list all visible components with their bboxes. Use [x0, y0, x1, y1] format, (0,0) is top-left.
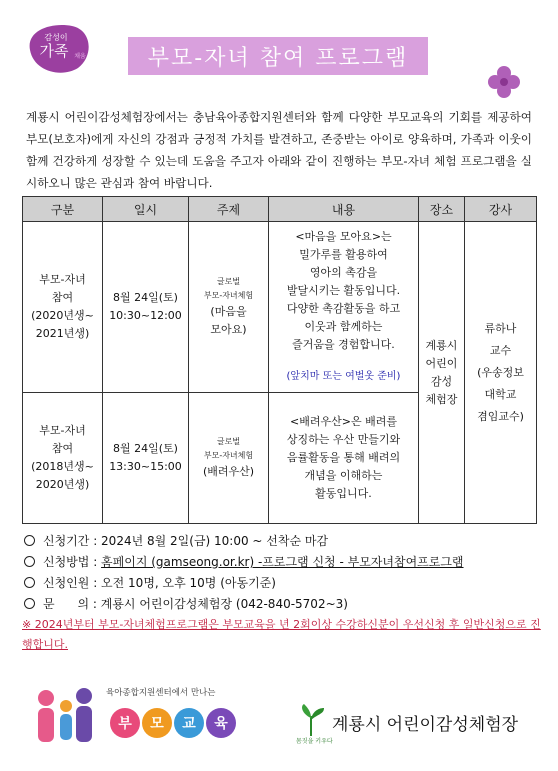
info-method: 신청방법 : 홈페이지 (gamseong.or.kr) -프로그램 신청 - 부모자녀참여프로그램 [22, 551, 542, 572]
info-capacity: 신청인원 : 오전 10명, 오후 10명 (아동기준) [22, 572, 542, 593]
header-place: 장소 [419, 197, 465, 222]
family-logo [22, 20, 96, 76]
row2-category: 부모-자녀 참여 (2018년생~ 2020년생) [23, 393, 103, 524]
page-title: 부모-자녀 참여 프로그램 [128, 37, 428, 75]
intro-paragraph: 계룡시 어린이감성체험장에서는 충남육아종합지원센터와 함께 다양한 부모교육의 기회를 제공하여 부모(보호자)에게 자신의 강점과 긍정적 가치를 발견하고, 존중받는 아이로 양육하며, 가족과 이웃이 함께 건강하게 성장할 수 있는데 도움을 주고자 아래와 같이 진행하는 부모-자녀 체험 프로그램을 실시하오니 많은 관심과 참여 바랍니다. [26, 110, 532, 190]
bubble-mo: 모 [142, 708, 172, 738]
header-category: 구분 [23, 197, 103, 222]
content-note: (앞치마 또는 여벌옷 준비) [286, 371, 401, 382]
row1-category: 부모-자녀 참여 (2020년생~ 2021년생) [23, 222, 103, 393]
bubble-yuk: 육 [206, 708, 236, 738]
circle-bullet-icon [24, 577, 35, 588]
priority-note: ※ 2024년부터 부모-자녀체험프로그램은 부모교육을 년 2회이상 수강하신분이 우선신청 후 일반신청으로 진행합니다. [22, 618, 541, 651]
instructor-cell: 류하나 교수 (우송정보 대학교 겸임교수) [465, 222, 537, 524]
row1-topic: 글로벌 부모-자녀체험 (마음을 모아요) [189, 222, 269, 393]
table-row [23, 222, 537, 393]
row2-content: <배려우산>은 배려를 상징하는 우산 만들기와 음률활동을 통해 배려의 개념을 이해하는 활동입니다. [269, 393, 419, 524]
logo-text-1: 감성이 [44, 33, 68, 42]
row1-datetime: 8월 24일(토) 10:30~12:00 [103, 222, 189, 393]
header-instructor: 강사 [465, 197, 537, 222]
header-topic: 주제 [189, 197, 269, 222]
header-datetime: 일시 [103, 197, 189, 222]
info-list [22, 530, 542, 614]
circle-bullet-icon [24, 598, 35, 609]
center-name: 계룡시 어린이감성체험장 [332, 715, 519, 735]
place-cell: 계룡시 어린이 감성 체험장 [419, 222, 465, 524]
center-slogan: 몸짓을 키우다 [296, 738, 333, 745]
logo-text-2: 가족 [39, 42, 69, 60]
circle-bullet-icon [24, 556, 35, 567]
sprout-icon [296, 702, 326, 736]
bottom-caption: 육아종합지원센터에서 만나는 [106, 688, 216, 698]
circle-bullet-icon [24, 535, 35, 546]
header-content: 내용 [269, 197, 419, 222]
bubble-gyo: 교 [174, 708, 204, 738]
info-contact: 문 의 : 계룡시 어린이감성체험장 (042-840-5702~3) [22, 593, 542, 614]
row2-datetime: 8월 24일(토) 13:30~15:00 [103, 393, 189, 524]
clover-icon [486, 64, 522, 100]
info-period: 신청기간 : 2024년 8월 2일(금) 10:00 ~ 선착순 마감 [22, 530, 542, 551]
row1-content: <마음을 모아요>는 밀가루를 활용하여 영아의 촉감을 발달시키는 활동입니다. 다양한 촉감활동을 하고 이웃과 함께하는 즐거움을 경험합니다. (앞치마 또는 여벌옷 준비) [269, 222, 419, 393]
row2-topic: 글로벌 부모-자녀체험 (배려우산) [189, 393, 269, 524]
logo-text-3: 채움 [74, 53, 86, 60]
homepage-link[interactable]: 홈페이지 (gamseong.or.kr) -프로그램 신청 - 부모자녀참여프로그램 [101, 555, 464, 569]
schedule-table [22, 196, 537, 524]
bubble-bu: 부 [110, 708, 140, 738]
